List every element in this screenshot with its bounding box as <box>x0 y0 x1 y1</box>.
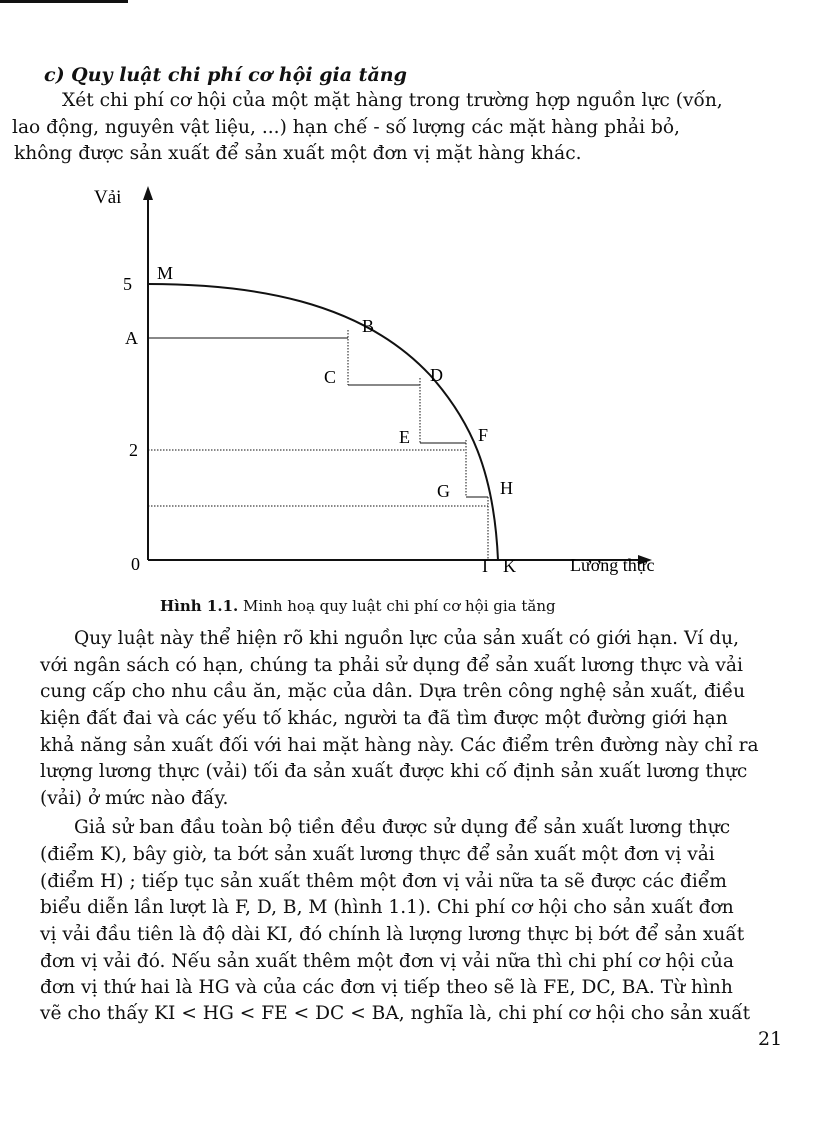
section-heading: c) Quy luật chi phí cơ hội gia tăng <box>44 64 407 86</box>
y-axis-label: Vải <box>94 187 122 208</box>
paragraph3-line-6: đơn vị vải đó. Nếu sản xuất thêm một đơn vị vải nữa thì chi phí cơ hội của <box>40 951 734 972</box>
label-M: M <box>157 263 174 283</box>
paragraph3-line-7: đơn vị thứ hai là HG và của các đơn vị tiếp theo sẽ là FE, DC, BA. Từ hình <box>40 977 733 998</box>
y-tick-2: 2 <box>129 440 138 460</box>
paragraph2-line-7: (vải) ở mức nào đấy. <box>40 788 229 809</box>
label-I: I <box>482 556 488 576</box>
paragraph3-line-3: (điểm H) ; tiếp tục sản xuất thêm một đơn vị vải nữa ta sẽ được các điểm <box>40 871 727 892</box>
y-tick-5: 5 <box>123 274 132 294</box>
label-H: H <box>500 478 513 498</box>
paragraph3-line-4: biểu diễn lần lượt là F, D, B, M (hình 1.1). Chi phí cơ hội cho sản xuất đơn <box>40 897 734 918</box>
intro-line-2: lao động, nguyên vật liệu, ...) hạn chế - số lượng các mặt hàng phải bỏ, <box>12 117 680 138</box>
label-C: C <box>324 367 337 387</box>
y-tick-A: A <box>125 328 138 348</box>
paragraph3-line-5: vị vải đầu tiên là độ dài KI, đó chính là lượng lương thực bị bớt để sản xuất <box>40 924 745 945</box>
intro-line-3: không được sản xuất để sản xuất một đơn vị mặt hàng khác. <box>14 143 582 164</box>
page-number: 21 <box>758 1028 783 1050</box>
paragraph2-line-6: lượng lương thực (vải) tối đa sản xuất được khi cố định sản xuất lương thực <box>40 761 748 782</box>
y-axis-arrow <box>143 186 153 200</box>
label-D: D <box>430 365 443 385</box>
label-B: B <box>362 316 375 336</box>
figure-caption-text: Minh hoạ quy luật chi phí cơ hội gia tăng <box>238 597 556 615</box>
paragraph2-line-4: kiện đất đai và các yếu tố khác, người ta đã tìm được một đường giới hạn <box>40 708 728 729</box>
label-K: K <box>503 556 516 576</box>
figure-caption <box>160 597 556 615</box>
intro-line-1: Xét chi phí cơ hội của một mặt hàng trong trường hợp nguồn lực (vốn, <box>62 90 723 111</box>
paragraph3-line-2: (điểm K), bây giờ, ta bớt sản xuất lương thực để sản xuất một đơn vị vải <box>40 844 715 865</box>
ppf-curve <box>148 284 498 560</box>
figure-caption-number: Hình 1.1. <box>160 597 239 615</box>
y-tick-0: 0 <box>131 554 140 574</box>
paragraph2-line-3: cung cấp cho nhu cầu ăn, mặc của dân. Dựa trên công nghệ sản xuất, điều <box>40 681 746 702</box>
label-F: F <box>478 425 489 445</box>
paragraph3-line-8: vẽ cho thấy KI < HG < FE < DC < BA, nghĩa là, chi phí cơ hội cho sản xuất <box>40 1003 751 1024</box>
label-G: G <box>437 481 450 501</box>
paragraph3-line-1: Giả sử ban đầu toàn bộ tiền đều được sử dụng để sản xuất lương thực <box>74 817 731 838</box>
paragraph2-line-5: khả năng sản xuất đối với hai mặt hàng này. Các điểm trên đường này chỉ ra <box>40 735 759 756</box>
paragraph2-line-1: Quy luật này thể hiện rõ khi nguồn lực của sản xuất có giới hạn. Ví dụ, <box>74 628 740 649</box>
paragraph2-line-2: với ngân sách có hạn, chúng ta phải sử dụng để sản xuất lương thực và vải <box>40 655 743 676</box>
label-E: E <box>399 427 410 447</box>
x-axis-label: Lương thực <box>570 555 655 575</box>
